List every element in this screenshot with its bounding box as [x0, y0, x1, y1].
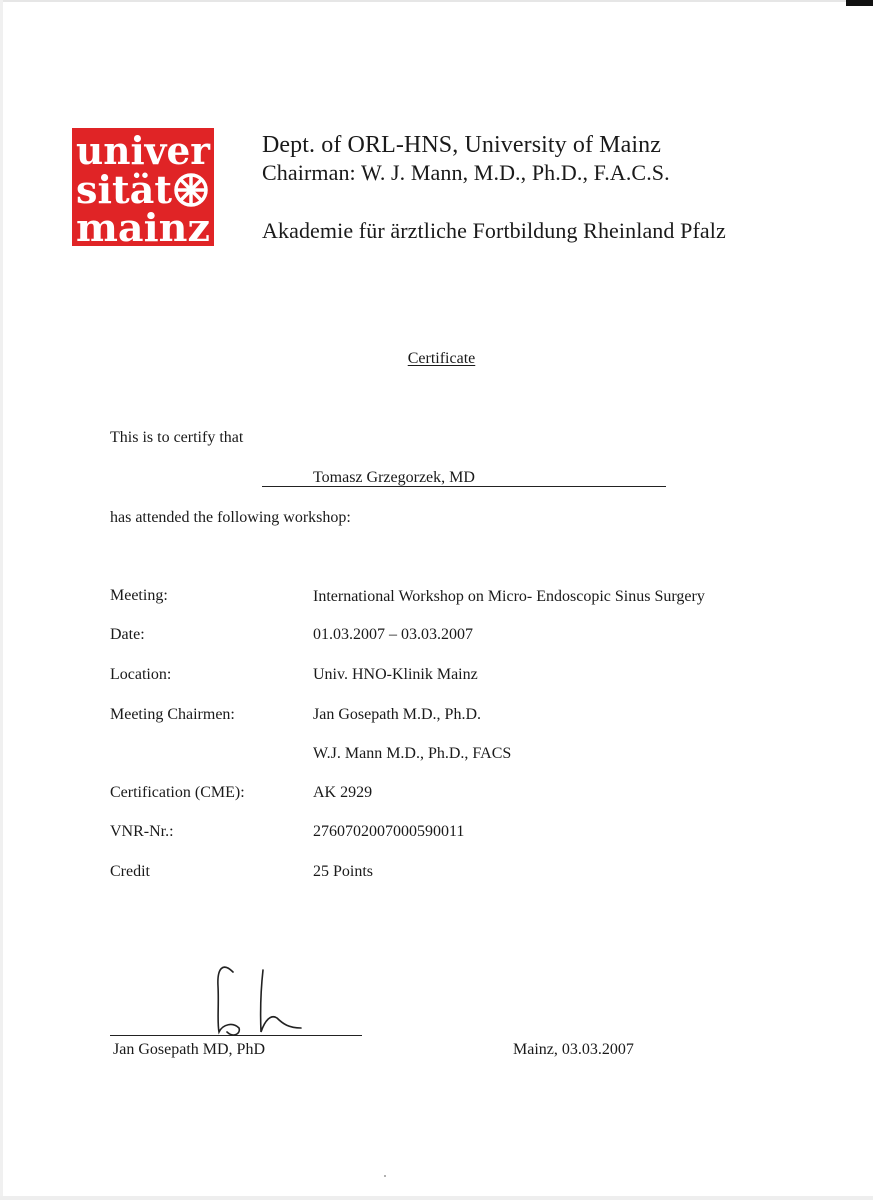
- signer-name: Jan Gosepath MD, PhD: [113, 1041, 265, 1058]
- department-heading: Dept. of ORL-HNS, University of Mainz: [262, 132, 661, 158]
- scan-speck: [384, 1175, 386, 1177]
- date-value: 01.03.2007 – 03.03.2007: [313, 626, 473, 643]
- university-logo: [72, 128, 214, 246]
- chairman-2: W.J. Mann M.D., Ph.D., FACS: [313, 745, 512, 762]
- cme-label: Certification (CME):: [110, 784, 245, 801]
- credit-value: 25 Points: [313, 863, 374, 880]
- meeting-value: International Workshop on Micro- Endoscopic Sinus Surgery: [313, 588, 705, 605]
- certificate-title: Certificate: [407, 350, 476, 367]
- scan-edge-mark: [846, 0, 873, 6]
- meeting-label: Meeting:: [110, 587, 168, 604]
- vnr-label: VNR-Nr.:: [110, 823, 174, 840]
- svg-text:mainz: mainz: [76, 205, 210, 246]
- attended-text: has attended the following workshop:: [110, 509, 351, 526]
- certify-intro: This is to certify that: [110, 429, 244, 446]
- cme-value: AK 2929: [313, 784, 373, 801]
- recipient-name: Tomasz Grzegorzek, MD: [313, 469, 475, 486]
- signature-line: [110, 1035, 362, 1036]
- certificate-title-row: [0, 350, 873, 368]
- place-and-date: Mainz, 03.03.2007: [513, 1041, 634, 1058]
- vnr-value: 2760702007000590011: [313, 823, 465, 840]
- page-edge-top: [0, 0, 873, 2]
- location-value: Univ. HNO-Klinik Mainz: [313, 666, 478, 683]
- university-logo-artwork: [72, 128, 214, 246]
- location-label: Location:: [110, 666, 172, 683]
- chairman-1: Jan Gosepath M.D., Ph.D.: [313, 706, 481, 723]
- credit-label: Credit: [110, 863, 150, 880]
- recipient-underline: [262, 486, 666, 487]
- svg-text:sität: sität: [76, 167, 173, 212]
- page-edge-left: [0, 0, 3, 1200]
- svg-text:univer: univer: [76, 128, 211, 173]
- chairman-heading: Chairman: W. J. Mann, M.D., Ph.D., F.A.C.S.: [262, 160, 670, 185]
- date-label: Date:: [110, 626, 145, 643]
- mainz-wheel-icon: [176, 175, 206, 205]
- page-edge-bottom: [0, 1196, 873, 1200]
- chairmen-label: Meeting Chairmen:: [110, 706, 235, 723]
- academy-heading: Akademie für ärztliche Fortbildung Rheinland Pfalz: [262, 218, 726, 243]
